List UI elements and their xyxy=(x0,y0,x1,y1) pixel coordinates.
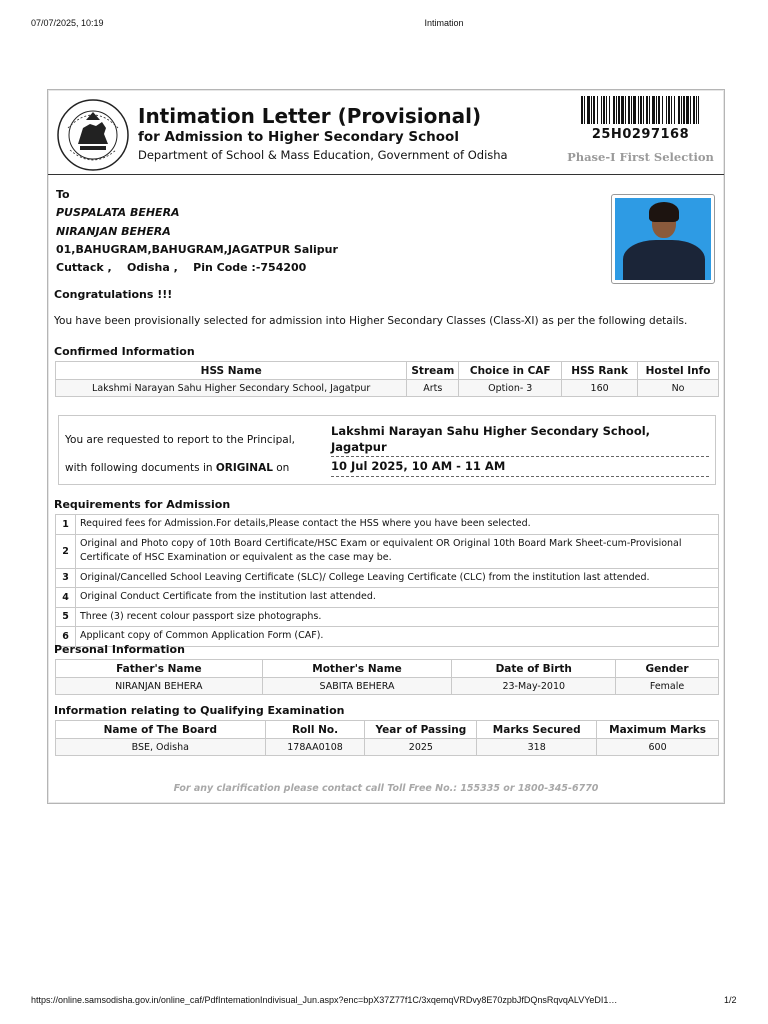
letter-title: Intimation Letter (Provisional) xyxy=(138,104,482,128)
report-school: Lakshmi Narayan Sahu Higher Secondary School, Jagatpur xyxy=(331,423,709,457)
col-choice: Choice in CAF xyxy=(459,362,562,380)
list-item: 3 Original/Cancelled School Leaving Certificate (SLC)/ College Leaving Certificate (CLC) from the institution last attended. xyxy=(55,569,719,589)
recipient-address xyxy=(56,186,338,277)
roll-cell: 178AA0108 xyxy=(265,739,365,756)
max-marks-cell: 600 xyxy=(597,739,719,756)
col-marks: Marks Secured xyxy=(477,721,597,739)
page-url: https://online.samsodisha.gov.in/online_caf/PdfIntemationIndivisual_Jun.aspx?enc=bpX37Z77f1C/3xqemqVRDvy8E70zpbJfDQnsRqvqALVYeDI1… xyxy=(31,995,618,1005)
reporting-box xyxy=(58,415,716,485)
hss-name-cell: Lakshmi Narayan Sahu Higher Secondary School, Jagatpur xyxy=(56,380,407,397)
personal-info-heading: Personal Information xyxy=(54,643,185,656)
mother-cell: SABITA BEHERA xyxy=(262,678,452,695)
col-dob: Date of Birth xyxy=(452,660,616,678)
letter-subtitle: for Admission to Higher Secondary School xyxy=(138,129,459,145)
selection-phase: Phase-I First Selection xyxy=(567,150,714,164)
page-number: 1/2 xyxy=(724,995,737,1005)
choice-cell: Option- 3 xyxy=(459,380,562,397)
marks-cell: 318 xyxy=(477,739,597,756)
header-divider xyxy=(48,174,724,175)
confirmed-info-table xyxy=(55,361,719,397)
col-father: Father's Name xyxy=(56,660,263,678)
list-item: 1 Required fees for Admission.For details,Please contact the HSS where you have been selected. xyxy=(55,514,719,535)
department-name: Department of School & Mass Education, Government of Odisha xyxy=(138,148,508,162)
print-title: Intimation xyxy=(424,18,464,28)
requirements-heading: Requirements for Admission xyxy=(54,498,231,511)
col-hostel: Hostel Info xyxy=(638,362,719,380)
guardian-name: NIRANJAN BEHERA xyxy=(56,224,171,238)
year-cell: 2025 xyxy=(365,739,477,756)
stream-cell: Arts xyxy=(407,380,459,397)
report-documents-note: with following documents in ORIGINAL on xyxy=(65,462,290,474)
hostel-cell: No xyxy=(638,380,719,397)
intimation-letter xyxy=(47,89,725,804)
candidate-photo xyxy=(611,194,715,284)
col-gender: Gender xyxy=(616,660,719,678)
print-header xyxy=(0,18,768,32)
address-to: To xyxy=(56,188,70,201)
list-item: 5 Three (3) recent colour passport size photographs. xyxy=(55,608,719,628)
col-rank: HSS Rank xyxy=(562,362,638,380)
personal-info-table xyxy=(55,659,719,695)
col-year: Year of Passing xyxy=(365,721,477,739)
address-line-1: 01,BAHUGRAM,BAHUGRAM,JAGATPUR Salipur xyxy=(56,242,338,256)
confirmed-info-heading: Confirmed Information xyxy=(54,345,195,358)
col-max-marks: Maximum Marks xyxy=(597,721,719,739)
col-board: Name of The Board xyxy=(56,721,266,739)
col-mother: Mother's Name xyxy=(262,660,452,678)
table-row xyxy=(56,380,719,397)
col-stream: Stream xyxy=(407,362,459,380)
board-cell: BSE, Odisha xyxy=(56,739,266,756)
application-number: 25H0297168 xyxy=(591,127,690,142)
requirements-list xyxy=(55,514,719,647)
report-instruction: You are requested to report to the Principal, xyxy=(65,434,295,446)
odisha-emblem-icon xyxy=(56,98,130,172)
gender-cell: Female xyxy=(616,678,719,695)
dob-cell: 23-May-2010 xyxy=(452,678,616,695)
qualifying-exam-table xyxy=(55,720,719,756)
table-row xyxy=(56,678,719,695)
helpline-note: For any clarification please contact call Toll Free No.: 155335 or 1800-345-6770 xyxy=(173,783,599,794)
list-item: 6 Applicant copy of Common Application Form (CAF). xyxy=(55,627,719,647)
student-name: PUSPALATA BEHERA xyxy=(56,206,180,220)
selection-intro: You have been provisionally selected for admission into Higher Secondary Classes (Class-XI) as per the following details. xyxy=(54,315,688,327)
list-item: 4 Original Conduct Certificate from the institution last attended. xyxy=(55,588,719,608)
address-line-2: Cuttack , Odisha , Pin Code :-754200 xyxy=(56,261,307,275)
barcode-icon xyxy=(581,96,699,124)
col-roll: Roll No. xyxy=(265,721,365,739)
col-hss-name: HSS Name xyxy=(56,362,407,380)
congratulations-text: Congratulations !!! xyxy=(54,288,173,301)
table-row xyxy=(56,739,719,756)
rank-cell: 160 xyxy=(562,380,638,397)
qualifying-exam-heading: Information relating to Qualifying Examination xyxy=(54,704,345,717)
father-cell: NIRANJAN BEHERA xyxy=(56,678,263,695)
list-item: 2 Original and Photo copy of 10th Board Certificate/HSC Exam or equivalent OR Original 10th Board Mark Sheet-cum-Provisional Certificate of HSC Examination or equivalent as the case may be. xyxy=(55,535,719,569)
report-datetime: 10 Jul 2025, 10 AM - 11 AM xyxy=(331,459,709,477)
print-datetime: 07/07/2025, 10:19 xyxy=(31,18,104,28)
